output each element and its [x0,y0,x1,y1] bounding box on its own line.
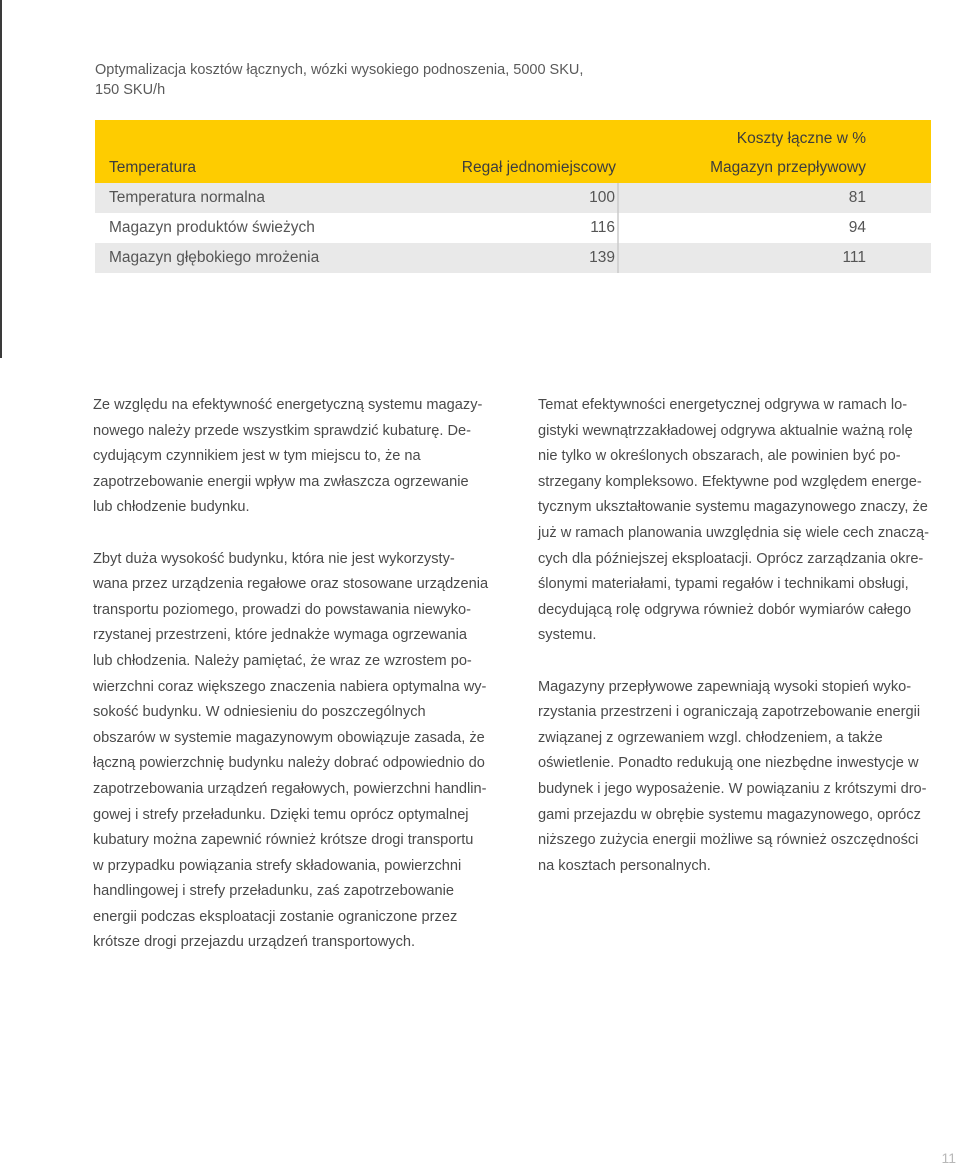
table-row [95,213,931,243]
text-line: systemu. [538,627,597,644]
text-line: nie tylko w określonych obszarach, ale powinien być po- [538,448,901,465]
value-cell: 94 [848,219,866,236]
text-line: w przypadku powiązania strefy składowania, powierzchni [93,857,462,874]
group-header-cell: Koszty łączne w % [736,129,866,147]
text-line: gistyki wewnątrzzakładowej odgrywa aktualnie ważną rolę [538,422,913,439]
text-line: lub chłodzenie budynku. [93,499,250,516]
caption-line: Optymalizacja kosztów łącznych, wózki wysokiego podnoszenia, 5000 SKU, [95,62,584,78]
text-line: sokość budynku. W odniesieniu do poszczególnych [93,704,426,721]
text-line: transportu poziomego, prowadzi do powstawania niewyko- [93,601,472,618]
text-line: oświetlenie. Ponadto redukują one niezbędne inwestycje w [538,755,919,772]
text-line: Magazyny przepływowe zapewniają wysoki stopień wyko- [538,678,912,695]
text-line: nowego należy przede wszystkim sprawdzić kubaturę. De- [93,422,471,439]
table-group-header-row [95,120,931,153]
text-line: gowej i strefy przeładunku. Dzięki temu oprócz optymalnej [93,806,469,823]
text-line: gami przejazdu w obrębie systemu magazynowego, oprócz [538,806,921,823]
paragraph [538,393,938,649]
text-line: ślonymi materiałami, typami regałów i technikami obsługi, [538,576,909,593]
text-line: handlingowej i strefy przeładunku, zaś zapotrzebowanie [93,883,455,900]
text-line: wana przez urządzenia regałowe oraz stosowane urządzenia [93,576,489,593]
text-line: zapotrzebowanie energii wpływ ma zwłaszcza ogrzewanie [93,473,469,490]
text-line: rzystania przestrzeni i ograniczają zapotrzebowanie energii [538,704,921,721]
right-text-column [538,393,938,905]
text-line: Ze względu na efektywność energetyczną systemu magazy- [93,397,483,413]
text-line: Zbyt duża wysokość budynku, która nie jest wykorzysty- [93,550,455,567]
text-line: cydującym czynnikiem jest w tym miejscu to, że na [93,448,421,465]
text-line: decydującą rolę odgrywa również dobór wymiarów całego [538,601,912,618]
text-line: budynek i jego wyposażenie. W powiązaniu z krótszymi dro- [538,780,927,797]
text-line: na kosztach personalnych. [538,857,711,874]
table-caption [95,60,695,100]
header-cell-flow-warehouse: Magazyn przepływowy [710,159,866,176]
row-label-cell: Magazyn głębokiego mrożenia [109,249,320,266]
text-line: związanej z ogrzewaniem wzgl. chłodzeniem, a także [538,729,883,746]
value-cell: 100 [589,189,615,206]
text-line: rzystanej przestrzeni, które jednakże wymaga ogrzewania [93,627,467,644]
text-line: niższego zużycia energii możliwe są również oszczędności [538,832,919,849]
text-line: już w ramach planowania uwzględnia się wiele cech znaczą- [538,524,929,541]
text-line: krótsze drogi przejazdu urządzeń transportowych. [93,934,416,951]
paragraph [538,675,938,880]
paragraph [93,393,503,521]
text-line: Temat efektywności energetycznej odgrywa w ramach lo- [538,397,908,413]
text-line: lub chłodzenia. Należy pamiętać, że wraz ze wzrostem po- [93,652,472,669]
text-line: zapotrzebowania urządzeń regałowych, powierzchni handlin- [93,780,487,797]
row-label-cell: Temperatura normalna [109,189,265,206]
page-edge-rule [0,0,2,358]
header-cell-single-rack: Regał jednomiejscowy [461,159,616,176]
table-row [95,183,931,213]
cost-table [95,120,931,273]
text-line: łączną powierzchnię budynku należy dobrać odpowiednio do [93,755,485,772]
table-row [95,243,931,273]
caption-line: 150 SKU/h [95,82,166,98]
value-cell: 81 [848,189,866,206]
text-line: energii podczas eksploatacji zostanie ograniczone przez [93,908,458,925]
value-cell: 139 [589,249,615,266]
text-line: cych dla późniejszej eksploatacji. Oprócz zarządzania okre- [538,550,924,567]
value-cell: 111 [842,249,866,266]
header-cell-temperature: Temperatura [109,159,197,176]
value-cell: 116 [590,219,615,236]
text-line: kubatury można zapewnić również krótsze drogi transportu [93,832,474,849]
paragraph [93,547,503,957]
text-line: tycznym ukształtowanie systemu magazynowego znaczy, że [538,499,928,516]
page-number: 11 [941,1150,956,1166]
row-label-cell: Magazyn produktów świeżych [109,219,315,236]
text-line: strzegany kompleksowo. Efektywne pod względem energe- [538,473,922,490]
left-text-column [93,393,503,982]
text-line: wierzchni coraz większego znaczenia nabiera optymalna wy- [93,678,487,695]
table-header-row [95,153,931,183]
text-line: obszarów w systemie magazynowym obowiązuje zasada, że [93,729,485,746]
